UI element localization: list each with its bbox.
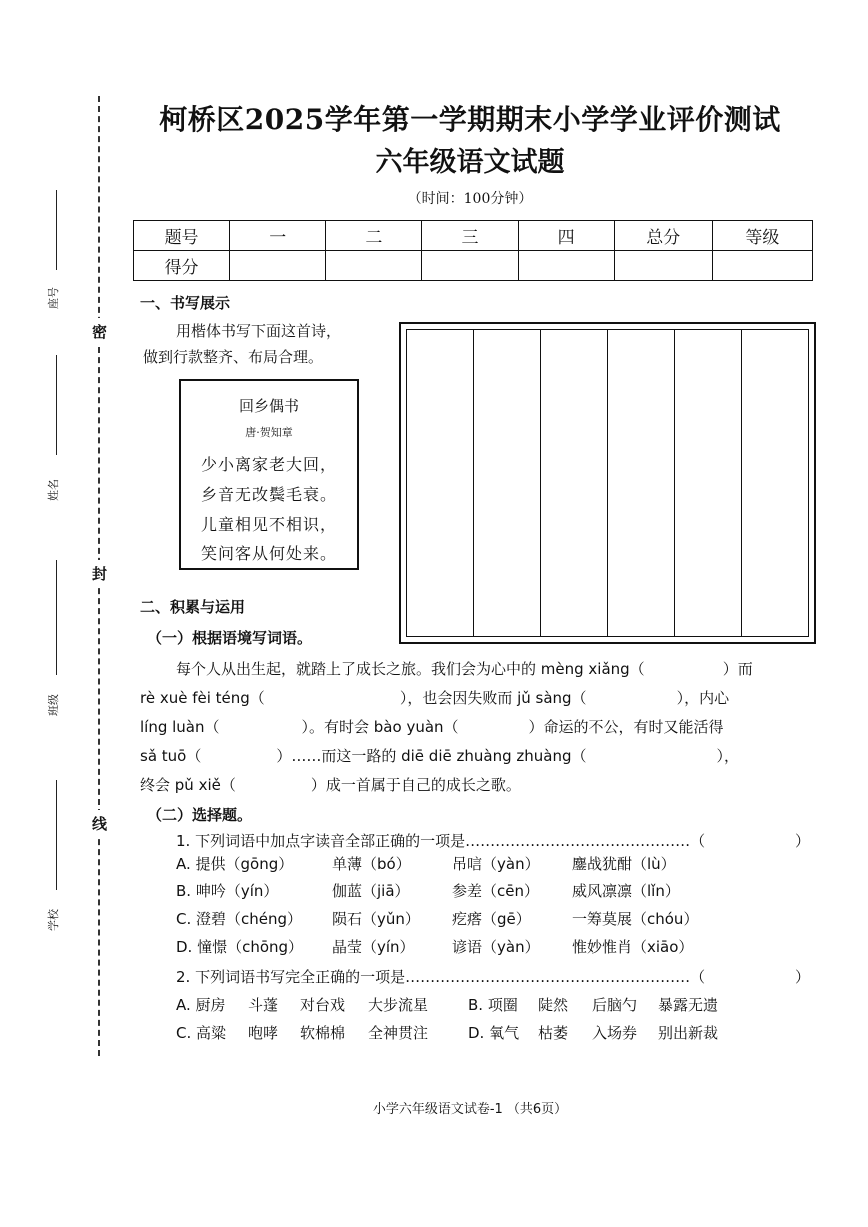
- fill-text: líng luàn（: [140, 718, 220, 736]
- score-cell[interactable]: [326, 251, 422, 281]
- option-word: 全神贯注: [368, 1024, 429, 1042]
- option-word: 软棉棉: [300, 1024, 346, 1042]
- class-label: 班级: [47, 694, 60, 716]
- part2-heading: （二）选择题。: [147, 806, 253, 824]
- option-word: 对台戏: [300, 996, 346, 1014]
- option-word: 参差（cēn）: [452, 882, 539, 900]
- exam-subtitle: 六年级语文试题: [375, 147, 565, 178]
- score-cell[interactable]: [614, 251, 712, 281]
- score-cell[interactable]: [712, 251, 812, 281]
- score-cell[interactable]: [518, 251, 614, 281]
- q1-answer-blank[interactable]: [772, 830, 794, 848]
- poem-line: 少小离家老大回，: [200, 455, 337, 474]
- seal-char-feng: 封: [92, 560, 107, 587]
- section2-heading: 二、积累与运用: [140, 598, 246, 616]
- exam-time: （时间：100分钟）: [407, 191, 533, 207]
- writing-grid-inner: [406, 329, 809, 637]
- score-row-label: 得分: [134, 251, 230, 281]
- option-word: 威风凛凛（lǐn）: [572, 882, 680, 900]
- option-word: 大步流星: [368, 996, 429, 1014]
- fill-text: ）。有时会 bào yuàn（: [301, 718, 459, 736]
- table-header-cell: 三: [422, 221, 518, 251]
- score-cell[interactable]: [422, 251, 518, 281]
- option-word: 咆哮: [248, 1024, 279, 1042]
- writing-grid[interactable]: [399, 322, 816, 644]
- option-word: 一筹莫展（chóu）: [572, 910, 699, 928]
- name-line[interactable]: [56, 355, 57, 455]
- writing-column[interactable]: [742, 330, 808, 636]
- table-header-cell: 四: [518, 221, 614, 251]
- school-line[interactable]: [56, 780, 57, 890]
- option-word: 惟妙惟肖（xiāo）: [572, 938, 694, 956]
- name-label: 姓名: [47, 479, 60, 501]
- page-footer: 小学六年级语文试卷-1 （共6页）: [372, 1102, 568, 1117]
- table-header-cell: 题号: [134, 221, 230, 251]
- section1-instruction-line2: 做到行款整齐、布局合理。: [143, 348, 324, 366]
- option-word: 斗蓬: [248, 996, 279, 1014]
- q1-answer-close: ）: [795, 832, 811, 850]
- section1-instruction-line1: 用楷体书写下面这首诗，: [176, 322, 342, 340]
- fill-line-4: [140, 745, 739, 766]
- table-header-cell: 一: [230, 221, 326, 251]
- score-table: [133, 220, 813, 281]
- poem-line: 乡音无改鬓毛衰。: [200, 485, 337, 504]
- option-word: 疙瘩（gē）: [452, 910, 531, 928]
- school-label: 学校: [47, 909, 60, 931]
- fill-text: 终会 pǔ xiě（: [140, 776, 236, 794]
- option-word: 陡然: [538, 996, 569, 1014]
- option-word: 入场券: [592, 1024, 638, 1042]
- option-word: A. 提供（gōng）: [176, 855, 294, 873]
- option-word: D. 氧气: [468, 1024, 520, 1042]
- fill-text: ）成一首属于自己的成长之歌。: [310, 776, 521, 794]
- writing-column[interactable]: [541, 330, 608, 636]
- score-table-header-row: [134, 221, 813, 251]
- fill-text: sǎ tuō（: [140, 747, 202, 765]
- option-word: 晶莹（yín）: [332, 938, 415, 956]
- part1-heading: （一）根据语境写词语。: [147, 629, 313, 647]
- option-word: 谚语（yàn）: [452, 938, 540, 956]
- writing-column[interactable]: [407, 330, 474, 636]
- poem-box: [179, 379, 359, 570]
- fill-text: ），内心: [676, 689, 730, 707]
- option-word: A. 厨房: [176, 996, 226, 1014]
- fill-text: ）而: [722, 660, 753, 678]
- option-word: 陨石（yǔn）: [332, 910, 420, 928]
- class-line[interactable]: [56, 560, 57, 675]
- score-table-score-row: [134, 251, 813, 281]
- exam-title: 柯桥区2025学年第一学期期末小学学业评价测试: [159, 103, 781, 136]
- fill-line-3: [140, 716, 724, 737]
- fill-text: rè xuè fèi téng（: [140, 689, 265, 707]
- fill-line-2: [140, 687, 729, 708]
- writing-column[interactable]: [608, 330, 675, 636]
- poem-author: 唐·贺知章: [245, 426, 293, 439]
- writing-column[interactable]: [675, 330, 742, 636]
- poem-title: 回乡偶书: [238, 397, 299, 415]
- option-word: 暴露无遗: [658, 996, 719, 1014]
- option-word: 后脑勺: [592, 996, 638, 1014]
- seat-number-label: 座号: [47, 287, 60, 309]
- poem-line: 笑问客从何处来。: [200, 544, 337, 563]
- option-word: 伽蓝（jiā）: [332, 882, 410, 900]
- option-word: B. 项圈: [468, 996, 518, 1014]
- fill-text: ），也会因失败而 jǔ sàng（: [399, 689, 587, 707]
- option-word: 鏖战犹酣（lù）: [572, 855, 676, 873]
- q2-answer-close: ）: [795, 968, 811, 986]
- option-word: 枯萎: [538, 1024, 569, 1042]
- table-header-cell: 总分: [614, 221, 712, 251]
- seat-number-line[interactable]: [56, 190, 57, 270]
- q2-answer-blank[interactable]: [772, 966, 794, 984]
- score-cell[interactable]: [230, 251, 326, 281]
- fill-text: 每个人从出生起，就踏上了成长之旅。我们会为心中的 mèng xiǎng（: [176, 660, 645, 678]
- fill-text: ）……而这一路的 diē diē zhuàng zhuàng（: [276, 747, 587, 765]
- fill-line-5: [140, 774, 521, 795]
- fill-text: ），: [716, 747, 739, 765]
- option-word: D. 憧憬（chōng）: [176, 938, 304, 956]
- table-header-cell: 二: [326, 221, 422, 251]
- option-word: 单薄（bó）: [332, 855, 411, 873]
- writing-column[interactable]: [474, 330, 541, 636]
- table-header-cell: 等级: [712, 221, 812, 251]
- option-word: C. 高粱: [176, 1024, 227, 1042]
- seal-char-mi: 密: [92, 318, 107, 345]
- fill-text: ）命运的不公，有时又能活得: [528, 718, 724, 736]
- option-word: 吊唁（yàn）: [452, 855, 540, 873]
- option-word: C. 澄碧（chéng）: [176, 910, 303, 928]
- q2-stem: 2. 下列词语书写完全正确的一项是…………………………………………………（: [176, 968, 706, 986]
- fill-line-1: [176, 658, 753, 679]
- section1-heading: 一、书写展示: [140, 294, 231, 312]
- q1-stem: 1. 下列词语中加点字读音全部正确的一项是………………………………………（: [176, 832, 706, 850]
- option-word: B. 呻吟（yín）: [176, 882, 279, 900]
- poem-line: 儿童相见不相识，: [200, 515, 337, 534]
- seal-char-xian: 线: [92, 810, 107, 837]
- option-word: 别出新裁: [658, 1024, 719, 1042]
